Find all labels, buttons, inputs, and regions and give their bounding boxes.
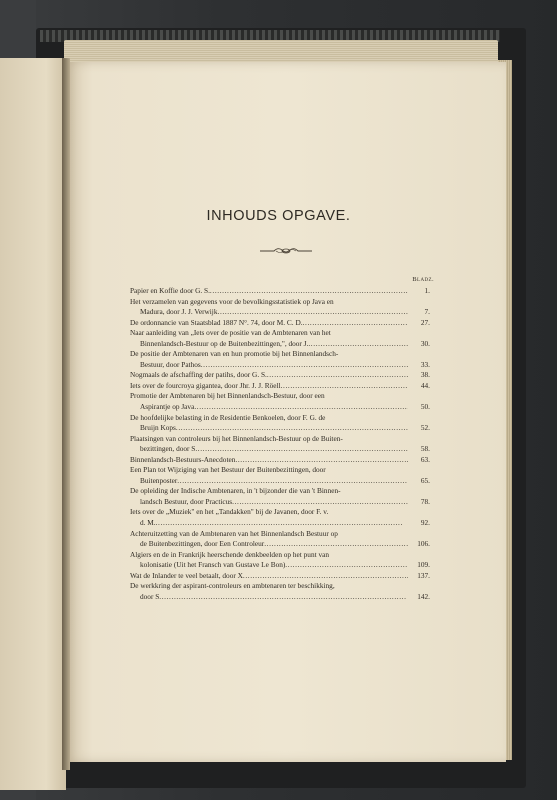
toc-page-number: 92. <box>420 518 430 528</box>
toc-entry-text: Papier en Koffie door G. S. <box>130 286 210 295</box>
toc-page-number: 44. <box>420 380 430 390</box>
toc-entry-line <box>130 550 430 561</box>
toc-entry <box>130 486 430 507</box>
toc-entry-text: Plaatsingen van controleurs bij het Binnenlandsch-Bestuur op de Buiten- <box>130 433 343 443</box>
gutter-shadow <box>62 58 70 770</box>
toc-page-number: 52. <box>420 423 430 433</box>
leader-dots <box>235 455 408 466</box>
toc-entry-last-line <box>130 560 430 571</box>
toc-entry <box>130 529 430 550</box>
toc-entry <box>130 286 430 297</box>
toc-page-number: 30. <box>420 338 430 348</box>
toc-entry-text: Een Plan tot Wijziging van het Bestuur der Buitenbezittingen, door <box>130 465 326 475</box>
toc-page-number: 27. <box>420 317 430 327</box>
toc-entry <box>130 391 430 412</box>
toc-entry-text: d. M. <box>140 518 156 528</box>
toc-entry <box>130 328 430 349</box>
toc-entry-line <box>130 328 430 339</box>
toc-page-number: 1. <box>424 286 430 295</box>
toc-entry-text: Promotie der Ambtenaren bij het Binnenlandsch-Bestuur, door een <box>130 391 325 401</box>
toc-entry-last-line <box>130 518 430 529</box>
toc-entry-text: Het verzamelen van gegevens voor de bevolkingsstatistiek op Java en <box>130 296 334 306</box>
toc-entry-last-line <box>130 318 430 329</box>
toc-entry <box>130 413 430 434</box>
toc-entry-last-line <box>130 381 430 392</box>
toc-entry-text: Aspirantje op Java <box>140 402 195 412</box>
toc-entry-text: De ordonnancie van Staatsblad 1887 N°. 74, door M. C. D. <box>130 317 303 327</box>
page-title: INHOUDS OPGAVE. <box>206 208 351 224</box>
toc-entry-text: Binnenlandsch-Bestuur op de Buitenbezittingen,", door J. <box>140 338 309 348</box>
toc-entry-text: de Buitenbezittingen, door Een Controleur <box>140 539 265 549</box>
toc-entry-last-line <box>130 370 430 381</box>
toc-entry-text: door S <box>140 591 160 601</box>
toc-entry <box>130 507 430 528</box>
toc-entry-text: De hoofdelijke belasting in de Residentie Benkoelen, door F. G. de <box>130 412 326 422</box>
toc-entry <box>130 297 430 318</box>
leader-dots <box>210 286 408 297</box>
toc-page-number: 58. <box>420 444 430 454</box>
page-column-label: Bladz. <box>412 276 434 283</box>
toc-entry-text: Naar aanleiding van „Iets over de positie van de Ambtenaren van het <box>130 328 331 338</box>
toc-entry-text: Binnenlandsch-Bestuurs-Anecdoten <box>130 454 236 464</box>
leader-dots <box>194 402 408 413</box>
leader-dots <box>218 307 409 318</box>
leader-dots <box>308 339 408 350</box>
toc-entry-text: Bruijn Kops <box>140 423 176 433</box>
toc-page-number: 50. <box>420 402 430 412</box>
toc-entry <box>130 381 430 392</box>
toc-page-number: 65. <box>420 475 430 485</box>
toc-entry-last-line <box>130 423 430 434</box>
toc-page-number: 38. <box>420 370 430 380</box>
leader-dots <box>285 560 408 571</box>
toc-page-number: 33. <box>420 359 430 369</box>
toc-entry-text: Wat de Inlander te veel betaalt, door X <box>130 570 243 580</box>
toc-entry-line <box>130 413 430 424</box>
toc-entry-line <box>130 529 430 540</box>
toc-entry-last-line <box>130 592 430 603</box>
leader-dots <box>201 360 408 371</box>
toc-entry-text: bezittingen, door S <box>140 444 196 454</box>
leader-dots <box>267 370 408 381</box>
leader-dots <box>195 444 408 455</box>
toc-entry-last-line <box>130 476 430 487</box>
toc-entry-last-line <box>130 402 430 413</box>
toc-page-number: 7. <box>424 307 430 317</box>
toc-entry-text: Madura, door J. J. Verwijk <box>140 307 218 317</box>
left-page <box>0 58 66 790</box>
ornament-divider-icon <box>258 246 314 256</box>
toc-entry-line <box>130 349 430 360</box>
toc-entry-line <box>130 486 430 497</box>
leader-dots <box>264 539 408 550</box>
toc-entry-text: Algiers en de in Frankrijk heerschende denkbeelden op het punt van <box>130 549 329 559</box>
toc-entry-last-line <box>130 539 430 550</box>
toc-entry-last-line <box>130 571 430 582</box>
toc-entry-text: Bestuur, door Pathos <box>140 359 201 369</box>
leader-dots <box>177 476 408 487</box>
table-of-contents <box>130 286 430 602</box>
toc-entry <box>130 571 430 582</box>
leader-dots <box>243 571 408 582</box>
leader-dots <box>281 381 408 392</box>
toc-entry-line <box>130 434 430 445</box>
toc-page-number: 78. <box>420 496 430 506</box>
toc-entry-line <box>130 297 430 308</box>
leader-dots <box>156 518 408 529</box>
leader-dots <box>176 423 408 434</box>
toc-page-number: 109. <box>417 560 430 570</box>
toc-entry <box>130 465 430 486</box>
toc-entry-last-line <box>130 339 430 350</box>
toc-entry-last-line <box>130 286 430 297</box>
toc-entry-last-line <box>130 497 430 508</box>
toc-entry-line <box>130 465 430 476</box>
leader-dots <box>303 318 408 329</box>
toc-entry <box>130 370 430 381</box>
toc-entry-last-line <box>130 444 430 455</box>
toc-entry-text: Nogmaals de afschaffing der patihs, door G. S. <box>130 370 267 380</box>
toc-entry <box>130 349 430 370</box>
toc-entry-line <box>130 581 430 592</box>
toc-entry-line <box>130 391 430 402</box>
toc-entry-text: De opleiding der Indische Ambtenaren, in 't bijzonder die van 't Binnen- <box>130 486 341 496</box>
toc-entry <box>130 550 430 571</box>
toc-entry <box>130 581 430 602</box>
toc-entry-text: kolonisatie (Uit het Fransch van Gustave Le Bon) <box>140 560 286 570</box>
toc-entry <box>130 434 430 455</box>
toc-entry <box>130 455 430 466</box>
leader-dots <box>232 497 408 508</box>
toc-entry-text: Achteruitzetting van de Ambtenaren van het Binnenlandsch Bestuur op <box>130 528 338 538</box>
toc-entry-text: landsch Bestuur, door Practicus <box>140 496 233 506</box>
toc-entry-text: Iets over de „Muziek" en het „Tandakken" bij de Javanen, door F. v. <box>130 507 329 517</box>
leader-dots <box>159 592 408 603</box>
toc-entry-last-line <box>130 307 430 318</box>
toc-entry-text: Buitenposter <box>140 475 178 485</box>
toc-entry <box>130 318 430 329</box>
toc-page-number: 63. <box>420 454 430 464</box>
toc-entry-text: De werkkring der aspirant-controleurs en ambtenaren ter beschikking, <box>130 581 335 591</box>
toc-entry-last-line <box>130 455 430 466</box>
toc-entry-last-line <box>130 360 430 371</box>
toc-page-number: 137. <box>417 570 430 580</box>
toc-entry-text: Iets over de fourcroya gigantea, door Jhr. J. J. Röell <box>130 380 281 390</box>
toc-entry-line <box>130 507 430 518</box>
toc-page-number: 142. <box>417 591 430 601</box>
toc-page-number: 106. <box>417 539 430 549</box>
toc-entry-text: De positie der Ambtenaren van en hun promotie bij het Binnenlandsch- <box>130 349 339 359</box>
